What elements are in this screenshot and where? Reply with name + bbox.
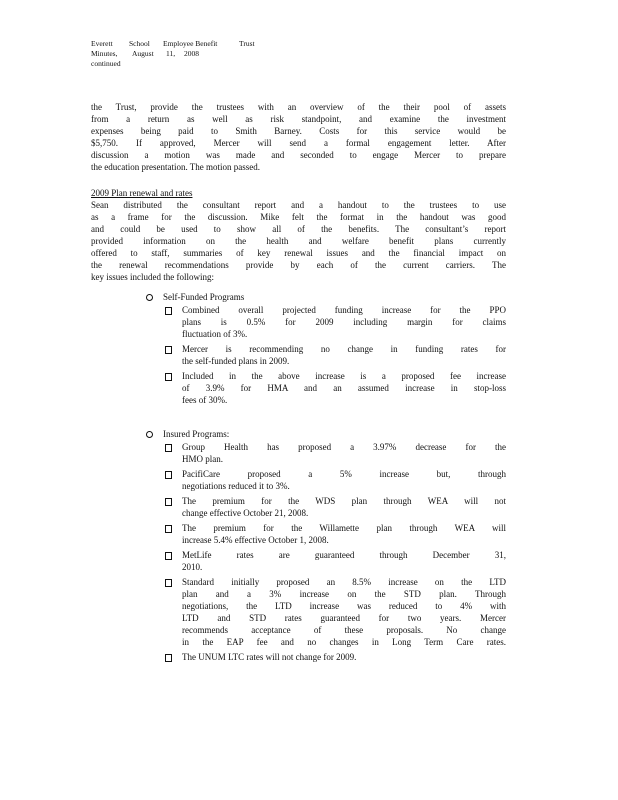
header-word: 2008: [184, 49, 199, 58]
text-line: plan and a 3% increase on the STD plan. Through: [182, 589, 506, 599]
text-line: Sean distributed the consultant report and a handout to the trustees to use: [91, 200, 506, 210]
text-line: HMO plan.: [182, 454, 223, 464]
text-line: the Trust, provide the trustees with an overview of the their pool of assets: [91, 102, 506, 112]
header-line-1: [91, 39, 291, 49]
square-bullet-icon: [165, 444, 172, 452]
text-line: LTD and STD rates guaranteed for two years. Mercer: [182, 613, 506, 623]
header-word: Everett: [91, 39, 113, 48]
text-line: expenses being paid to Smith Barney. Costs for this service would be: [91, 126, 506, 136]
header-word: School: [129, 39, 150, 48]
list-item: [165, 304, 506, 340]
text-line: The UNUM LTC rates will not change for 2009.: [182, 652, 357, 662]
square-bullet-icon: [165, 579, 172, 587]
text-line: Mercer is recommending no change in funding rates for: [182, 344, 506, 354]
list-item: [165, 549, 506, 573]
list-item: [165, 522, 506, 546]
square-bullet-icon: [165, 498, 172, 506]
self-funded-group: [146, 291, 506, 406]
list-item: [165, 495, 506, 519]
text-line: 2010.: [182, 562, 203, 572]
text-line: change effective October 21, 2008.: [182, 508, 309, 518]
text-line: Group Health has proposed a 3.97% decrease for the: [182, 442, 506, 452]
list-item: [165, 576, 506, 648]
section-title: 2009 Plan renewal and rates: [91, 188, 193, 198]
text-line: The premium for the WDS plan through WEA will not: [182, 496, 506, 506]
text-line: negotiations, the LTD increase was reduced to 4% with: [182, 601, 506, 611]
group-heading: Insured Programs:: [163, 429, 230, 439]
text-line: the self-funded plans in 2009.: [182, 356, 290, 366]
text-line: fluctuation of 3%.: [182, 329, 248, 339]
list-item: [165, 468, 506, 492]
header-line-2: [91, 49, 291, 59]
text-line: of 3.9% for HMA and an assumed increase in stop-loss: [182, 383, 506, 393]
group-heading: Self-Funded Programs: [163, 292, 245, 302]
header-word: Employee Benefit: [163, 39, 218, 48]
renewal-section: [91, 187, 506, 283]
intro-paragraph: [91, 101, 506, 173]
text-line: Combined overall projected funding increase for the PPO: [182, 305, 506, 315]
square-bullet-icon: [165, 471, 172, 479]
text-line: negotiations reduced it to 3%.: [182, 481, 290, 491]
circle-bullet-icon: [146, 431, 153, 438]
square-bullet-icon: [165, 346, 172, 354]
header-word: August: [132, 49, 154, 58]
page-header: [91, 39, 291, 69]
text-line: increase 5.4% effective October 1, 2008.: [182, 535, 329, 545]
text-line: Standard initially proposed an 8.5% increase on the LTD: [182, 577, 506, 587]
text-line: $5,750. If approved, Mercer will send a formal engagement letter. After: [91, 138, 506, 148]
text-line: as a frame for the discussion. Mike felt the format in the handout was good: [91, 212, 506, 222]
header-line-3: [91, 59, 291, 69]
text-line: The premium for the Willamette plan through WEA will: [182, 523, 506, 533]
text-line: in the EAP fee and no changes in Long Term Care rates.: [182, 637, 506, 647]
square-bullet-icon: [165, 654, 172, 662]
text-line: the renewal recommendations provide by each of the current carriers. The: [91, 260, 506, 270]
text-line: the education presentation. The motion passed.: [91, 162, 261, 172]
text-line: plans is 0.5% for 2009 including margin for claims: [182, 317, 506, 327]
square-bullet-icon: [165, 307, 172, 315]
header-word: Minutes,: [91, 49, 118, 58]
text-line: provided information on the health and welfare benefit plans currently: [91, 236, 506, 246]
text-line: fees of 30%.: [182, 395, 228, 405]
square-bullet-icon: [165, 373, 172, 381]
text-line: key issues included the following:: [91, 272, 214, 282]
text-line: offered to staff, summaries of key renewal issues and the financial impact on: [91, 248, 506, 258]
list-item: [165, 441, 506, 465]
text-line: MetLife rates are guaranteed through December 31,: [182, 550, 506, 560]
list-item: [165, 370, 506, 406]
insured-group: [146, 428, 506, 663]
list-item: [165, 651, 506, 663]
square-bullet-icon: [165, 525, 172, 533]
circle-bullet-icon: [146, 294, 153, 301]
header-word: Trust: [239, 39, 255, 48]
header-word: 11,: [166, 49, 176, 58]
square-bullet-icon: [165, 552, 172, 560]
text-line: PacifiCare proposed a 5% increase but, through: [182, 469, 506, 479]
text-line: discussion a motion was made and seconded to engage Mercer to prepare: [91, 150, 506, 160]
list-item: [165, 343, 506, 367]
header-continued: continued: [91, 59, 121, 68]
text-line: recommends acceptance of these proposals. No change: [182, 625, 506, 635]
text-line: Included in the above increase is a proposed fee increase: [182, 371, 506, 381]
text-line: and could be used to show all of the benefits. The consultant’s report: [91, 224, 506, 234]
text-line: from a return as well as risk standpoint, and examine the investment: [91, 114, 506, 124]
document-body: [91, 101, 506, 666]
